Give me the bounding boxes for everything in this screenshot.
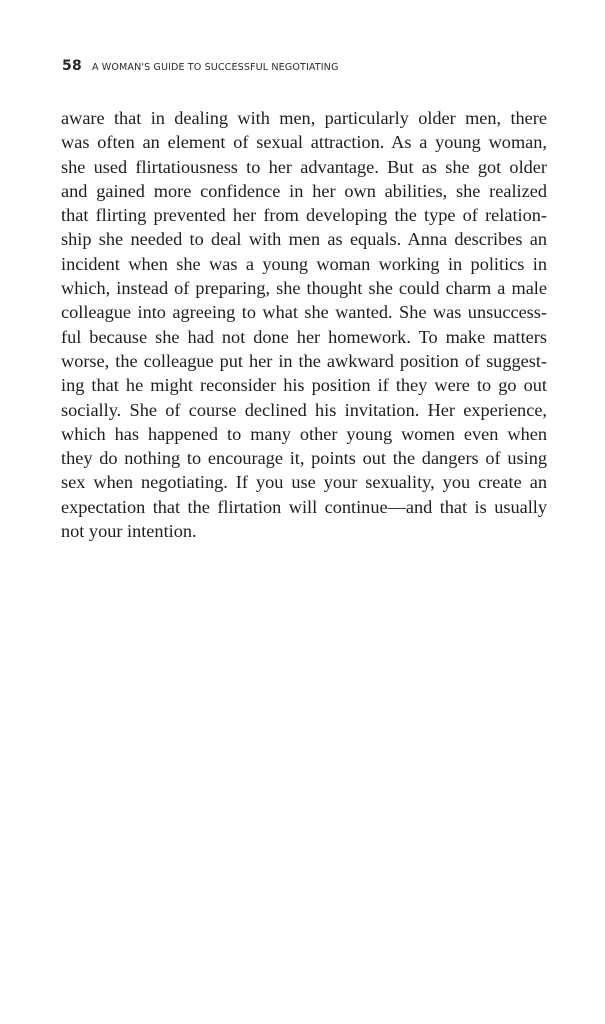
text-line: incident when she was a young woman working in politics in xyxy=(61,253,547,274)
text-line: sex when negotiating. If you use your sexuality, you create an xyxy=(61,472,547,493)
text-line: and gained more confidence in her own abilities, she realized xyxy=(61,180,547,201)
book-title: A WOMAN'S GUIDE TO SUCCESSFUL NEGOTIATING xyxy=(91,62,339,73)
text-line: socially. She of course declined his invitation. Her experience, xyxy=(61,399,547,420)
page-number: 58 xyxy=(62,58,82,74)
running-header xyxy=(62,55,339,74)
text-line: ship she needed to deal with men as equals. Anna describes an xyxy=(61,229,547,250)
text-line: not your intention. xyxy=(61,521,197,542)
text-line: expectation that the flirtation will continue—and that is usually xyxy=(61,496,547,517)
text-line: she used flirtatiousness to her advantage. But as she got older xyxy=(61,156,547,177)
text-line: ful because she had not done her homework. To make matters xyxy=(61,326,547,347)
text-line: that flirting prevented her from developing the type of relation- xyxy=(61,205,547,226)
text-line: colleague into agreeing to what she wanted. She was unsuccess- xyxy=(61,302,547,323)
body-paragraph xyxy=(61,106,547,543)
text-line: which has happened to many other young women even when xyxy=(61,423,547,444)
text-line: which, instead of preparing, she thought she could charm a male xyxy=(61,278,547,299)
text-line: aware that in dealing with men, particularly older men, there xyxy=(61,108,547,128)
text-line: ing that he might reconsider his position if they were to go out xyxy=(61,375,547,396)
text-line: was often an element of sexual attraction. As a young woman, xyxy=(61,132,547,153)
text-line: they do nothing to encourage it, points out the dangers of using xyxy=(61,448,547,469)
text-line: worse, the colleague put her in the awkward position of suggest- xyxy=(61,350,547,371)
